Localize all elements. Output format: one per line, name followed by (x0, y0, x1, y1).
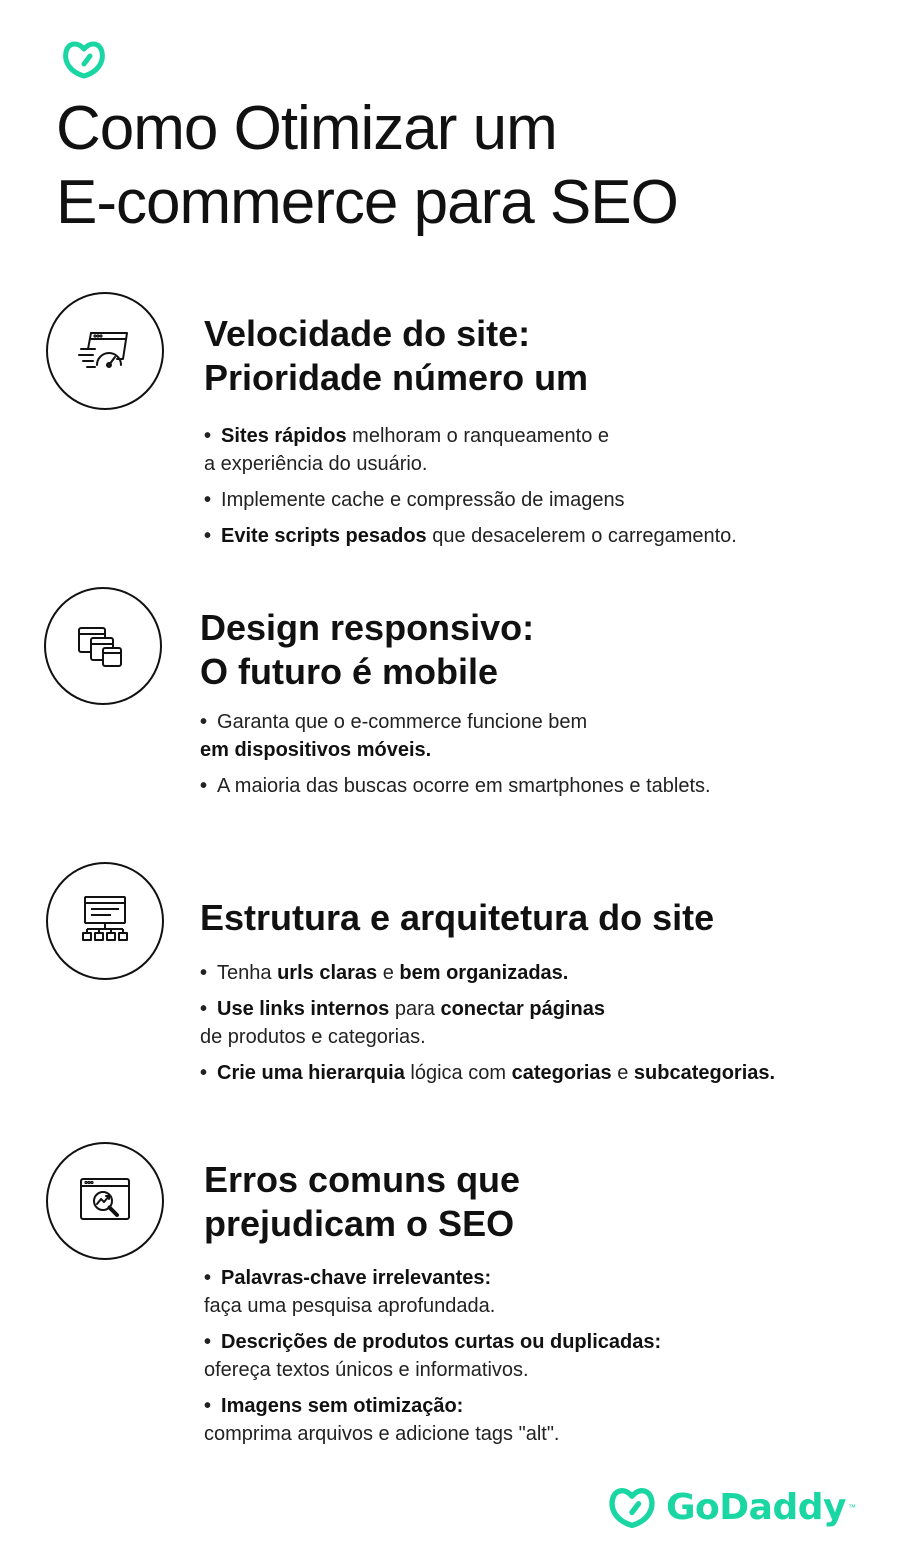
section-4-bullets (204, 1264, 661, 1456)
bullet-item (200, 995, 775, 1051)
speed-browser-icon (46, 292, 164, 410)
bullet-bold-text: Evite scripts pesados (221, 525, 427, 547)
site-architecture-icon (46, 862, 164, 980)
bullet-text: a experiência do usuário. (204, 453, 428, 475)
section-3-heading: Estrutura e arquitetura do site (200, 897, 715, 938)
godaddy-brand-logo (606, 1484, 856, 1530)
bullet-bold-text: Palavras-chave irrelevantes: (221, 1267, 492, 1289)
godaddy-logo-icon (60, 38, 108, 80)
bullet-text: Tenha (217, 962, 278, 984)
bullet-bold-text: subcategorias. (633, 1062, 776, 1084)
section-2-heading: Design responsivo: O futuro é mobile (200, 607, 535, 692)
bullet-dot: • (200, 711, 208, 733)
bullet-text: Garanta que o e-commerce funcione bem (217, 711, 588, 733)
bullet-bold-text: Crie uma hierarquia (217, 1062, 405, 1084)
bullet-dot: • (200, 1062, 208, 1084)
seo-analysis-icon (46, 1142, 164, 1260)
bullet-text: e (611, 1062, 634, 1084)
bullet-item (204, 1328, 661, 1384)
bullet-text: lógica com (404, 1062, 512, 1084)
bullet-item (204, 1264, 661, 1320)
bullet-bold-text: Sites rápidos (221, 425, 347, 447)
bullet-text: A maioria das buscas ocorre em smartphones e tablets. (217, 775, 711, 797)
bullet-dot: • (204, 1331, 212, 1353)
godaddy-heart-icon (606, 1484, 658, 1530)
section-1-bullets (204, 422, 737, 558)
bullet-dot: • (204, 1395, 212, 1417)
bullet-item (204, 422, 737, 478)
brand-trademark: ™ (847, 1502, 856, 1512)
page-title (56, 92, 678, 240)
bullet-text: e (377, 962, 400, 984)
bullet-dot: • (200, 775, 208, 797)
bullet-dot: • (204, 425, 212, 447)
bullet-text: faça uma pesquisa aprofundada. (204, 1295, 496, 1317)
bullet-dot: • (204, 1267, 212, 1289)
section-2-bullets (200, 708, 711, 808)
bullet-bold-text: bem organizadas. (399, 962, 569, 984)
bullet-item (204, 522, 737, 550)
title-line-2: E-commerce para SEO (56, 168, 678, 237)
bullet-bold-text: conectar páginas (440, 998, 605, 1020)
bullet-item (200, 1059, 775, 1087)
bullet-text: comprima arquivos e adicione tags "alt". (204, 1423, 560, 1445)
section-3-bullets (200, 959, 775, 1095)
bullet-bold-text: urls claras (277, 962, 378, 984)
bullet-bold-text: Imagens sem otimização: (221, 1395, 464, 1417)
bullet-bold-text: em dispositivos móveis. (200, 739, 432, 761)
bullet-item (200, 708, 711, 764)
bullet-dot: • (204, 525, 212, 547)
bullet-text: de produtos e categorias. (200, 1026, 426, 1048)
bullet-item (204, 1392, 661, 1448)
bullet-text: Implemente cache e compressão de imagens (221, 489, 625, 511)
bullet-bold-text: Descrições de produtos curtas ou duplicadas: (221, 1331, 662, 1353)
bullet-text: que desacelerem o carregamento. (426, 525, 737, 547)
section-1-heading: Velocidade do site: Prioridade número um (204, 313, 589, 398)
responsive-windows-icon (44, 587, 162, 705)
title-line-1: Como Otimizar um (56, 94, 557, 163)
bullet-dot: • (200, 962, 208, 984)
bullet-dot: • (200, 998, 208, 1020)
bullet-text: melhoram o ranqueamento e (346, 425, 609, 447)
bullet-text: ofereça textos únicos e informativos. (204, 1359, 529, 1381)
bullet-bold-text: Use links internos (217, 998, 390, 1020)
bullet-text: para (389, 998, 441, 1020)
bullet-item (204, 486, 737, 514)
bullet-item (200, 959, 775, 987)
bullet-item (200, 772, 711, 800)
brand-name: GoDaddy (666, 1486, 846, 1528)
section-4-heading: Erros comuns que prejudicam o SEO (204, 1159, 521, 1244)
bullet-bold-text: categorias (511, 1062, 612, 1084)
bullet-dot: • (204, 489, 212, 511)
